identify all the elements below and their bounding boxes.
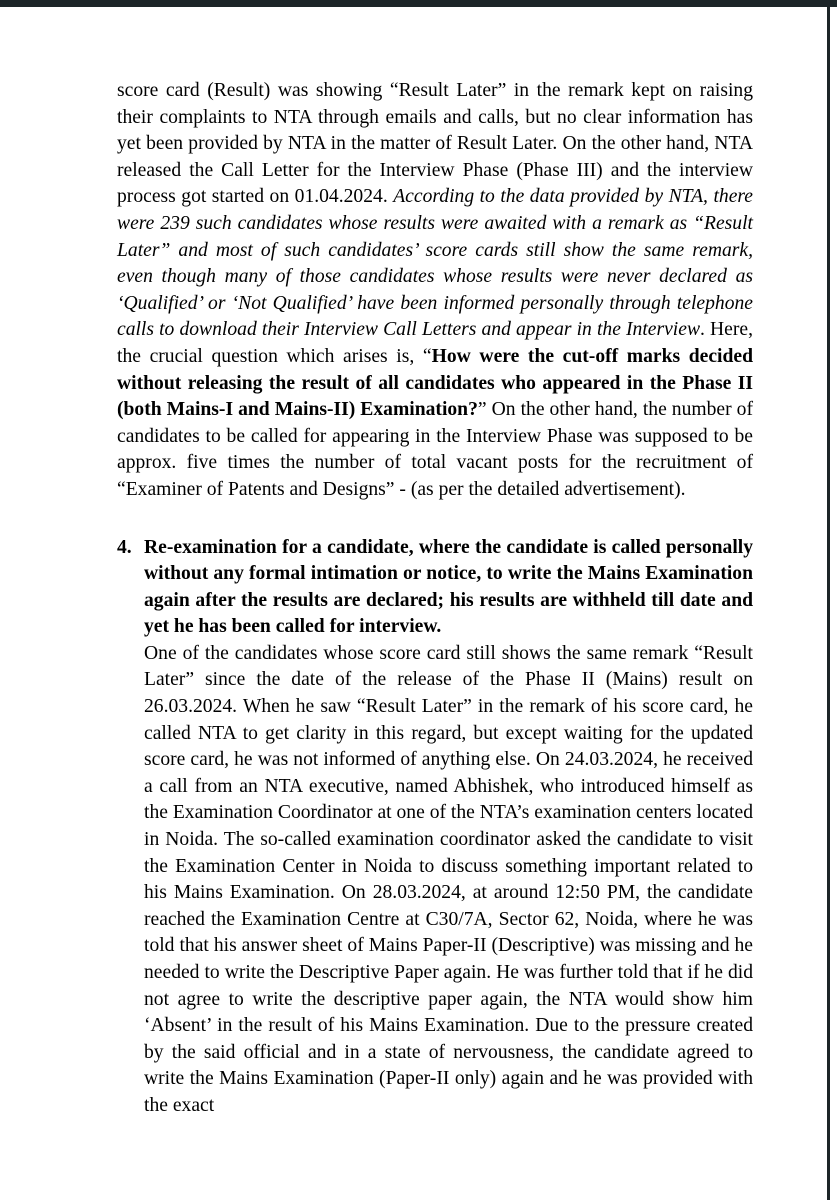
document-text-column: [117, 78, 753, 1120]
numbered-item-4-heading-row: [117, 535, 753, 641]
numbered-item-4-heading: Re-examination for a candidate, where the candidate is called personally without any formal intimation or notice, to write the Mains Examination again after the results are declared; his results are withheld till date and yet he has been called for interview.: [144, 536, 753, 638]
list-number-marker: 4.: [117, 536, 132, 558]
page-right-border: [827, 0, 830, 1200]
para1-run-regular-2: . Here, the crucial question which arises is, “: [117, 319, 753, 367]
para1-run-regular-3: ” On the other hand, the number of candidates to be called for appearing in the Interview Phase was supposed to be approx. five times the number of total vacant posts for the recruitment of “Examiner of Patents and Designs” - (as per the detailed advertisement).: [117, 399, 754, 500]
page-top-border: [0, 0, 837, 7]
paragraph-continued: [117, 78, 753, 504]
para1-run-bold-question: How were the cut-off marks decided without releasing the result of all candidates who appeared in the Phase II (both Mains-I and Mains-II) Examination?: [117, 345, 753, 421]
numbered-item-4: [117, 535, 753, 1120]
para1-run-regular-1: score card (Result) was showing “Result Later” in the remark kept on raising their complaints to NTA through emails and calls, but no clear information has yet been provided by NTA in the matter of Result Later. On the other hand, NTA released the Call Letter for the Interview Phase (Phase III) and the interview process got started on 01.04.2024.: [117, 80, 753, 208]
para1-run-italic: According to the data provided by NTA, there were 239 such candidates whose results were awaited with a remark as “Result Later” and most of such candidates’ score cards still show the same remark, even though many of those candidates whose results were never declared as ‘Qualified’ or ‘Not Qualified’ have been informed personally through telephone calls to download their Interview Call Letters and appear in the Interview: [117, 186, 753, 341]
numbered-item-4-paragraph: One of the candidates whose score card still shows the same remark “Result Later” since the date of the release of the Phase II (Mains) result on 26.03.2024. When he saw “Result Later” in the remark of his score card, he called NTA to get clarity in this regard, but except waiting for the updated score card, he was not informed of anything else. On 24.03.2024, he received a call from an NTA executive, named Abhishek, who introduced himself as the Examination Coordinator at one of the NTA’s examination centers located in Noida. The so-called examination coordinator asked the candidate to visit the Examination Center in Noida to discuss something important related to his Mains Examination. On 28.03.2024, at around 12:50 PM, the candidate reached the Examination Centre at C30/7A, Sector 62, Noida, where he was told that his answer sheet of Mains Paper-II (Descriptive) was missing and he needed to write the Descriptive Paper again. He was further told that if he did not agree to write the descriptive paper again, the NTA would show him ‘Absent’ in the result of his Mains Examination. Due to the pressure created by the said official and in a state of nervousness, the candidate agreed to write the Mains Examination (Paper-II only) again and he was provided with the exact: [144, 642, 753, 1116]
